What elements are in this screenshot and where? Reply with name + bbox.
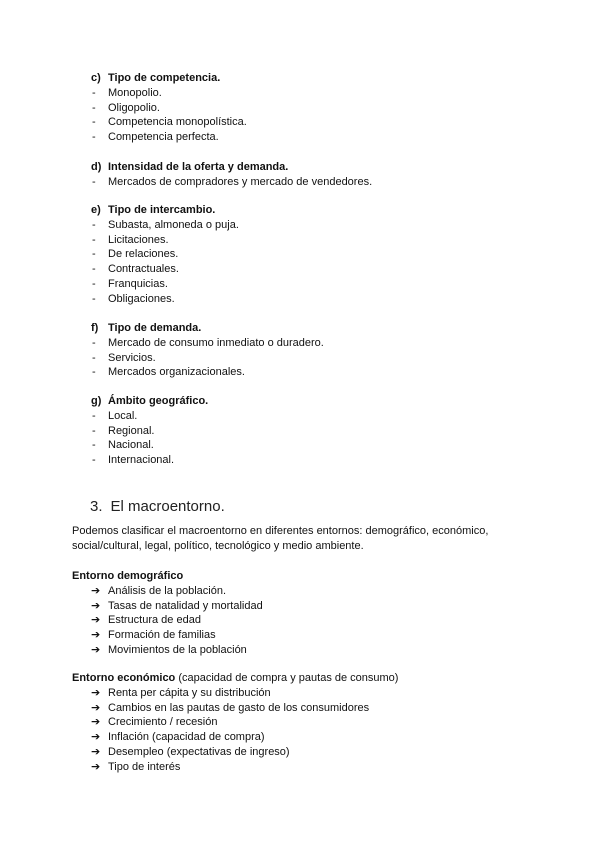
intro-paragraph: Podemos clasificar el macroentorno en diferentes entornos: demográfico, económico, social/cultural, legal, político, tecnológico y medio ambiente. xyxy=(72,525,489,552)
section-letter: d) xyxy=(91,161,102,173)
list-item: - Monopolio. xyxy=(92,86,162,99)
list-item: ➔ Tasas de natalidad y mortalidad xyxy=(91,599,263,612)
list-item: ➔ Estructura de edad xyxy=(91,614,201,627)
list-item: - Mercado de consumo inmediato o duradero. xyxy=(92,336,324,349)
entorno-note: (capacidad de compra y pautas de consumo) xyxy=(175,672,399,684)
dash-bullet: - xyxy=(92,409,96,422)
arrow-icon: ➔ xyxy=(91,716,101,729)
list-item: ➔ Tipo de interés xyxy=(91,760,181,773)
list-item: - Oligopolio. xyxy=(92,101,160,114)
list-item: - Subasta, almoneda o puja. xyxy=(92,218,239,231)
dash-bullet: - xyxy=(92,424,96,437)
dash-bullet: - xyxy=(92,277,96,290)
arrow-icon: ➔ xyxy=(91,629,101,642)
list-item: - Licitaciones. xyxy=(92,233,169,246)
arrow-icon: ➔ xyxy=(91,760,101,773)
section-letter: c) xyxy=(91,72,101,84)
dash-bullet: - xyxy=(92,101,96,114)
list-item: - Competencia perfecta. xyxy=(92,131,219,144)
arrow-icon: ➔ xyxy=(91,731,101,744)
entorno-title: Entorno económico (capacidad de compra y pautas de consumo) xyxy=(72,672,399,684)
arrow-icon: ➔ xyxy=(91,745,101,758)
entorno-economico xyxy=(0,671,600,775)
section-heading xyxy=(90,498,225,515)
dash-bullet: - xyxy=(92,351,96,364)
section-title: Ámbito geográfico. xyxy=(108,395,209,407)
arrow-icon: ➔ xyxy=(91,643,101,656)
dash-bullet: - xyxy=(92,336,96,349)
dash-bullet: - xyxy=(92,366,96,379)
list-item: - Mercados organizacionales. xyxy=(92,366,245,379)
list-item: - Mercados de compradores y mercado de vendedores. xyxy=(92,175,373,188)
section-title: Tipo de demanda. xyxy=(108,322,202,334)
section-title: Tipo de intercambio. xyxy=(108,204,216,216)
section-letter: e) xyxy=(91,204,101,216)
list-item: ➔ Crecimiento / recesión xyxy=(91,716,218,729)
dash-bullet: - xyxy=(92,116,96,129)
heading-text: El macroentorno. xyxy=(110,498,225,515)
list-item: ➔ Desempleo (expectativas de ingreso) xyxy=(91,745,290,758)
dash-bullet: - xyxy=(92,218,96,231)
dash-bullet: - xyxy=(92,439,96,452)
list-item: - Contractuales. xyxy=(92,263,179,276)
arrow-icon: ➔ xyxy=(91,614,101,627)
arrow-icon: ➔ xyxy=(91,686,101,699)
list-item: - Competencia monopolística. xyxy=(92,116,247,129)
list-item: ➔ Formación de familias xyxy=(91,629,216,642)
section-title: Tipo de competencia. xyxy=(108,72,221,84)
section-d xyxy=(0,160,600,190)
section-e xyxy=(0,203,600,307)
list-item: - De relaciones. xyxy=(92,248,179,261)
arrow-icon: ➔ xyxy=(91,584,101,597)
list-item: - Regional. xyxy=(92,424,155,437)
list-item: - Servicios. xyxy=(92,351,156,364)
dash-bullet: - xyxy=(92,263,96,276)
dash-bullet: - xyxy=(92,131,96,144)
list-item: ➔ Renta per cápita y su distribución xyxy=(91,686,271,699)
heading-number: 3. xyxy=(90,498,103,515)
list-item: ➔ Cambios en las pautas de gasto de los consumidores xyxy=(91,701,370,714)
section-letter: g) xyxy=(91,395,102,407)
list-item: - Obligaciones. xyxy=(92,292,175,305)
list-item: - Franquicias. xyxy=(92,277,168,290)
list-item: - Local. xyxy=(92,409,138,422)
list-item: ➔ Análisis de la población. xyxy=(91,584,227,597)
list-item: ➔ Movimientos de la población xyxy=(91,643,247,656)
entorno-demografico xyxy=(0,569,600,658)
arrow-icon: ➔ xyxy=(91,701,101,714)
list-item: ➔ Inflación (capacidad de compra) xyxy=(91,731,265,744)
section-g xyxy=(0,394,600,468)
dash-bullet: - xyxy=(92,292,96,305)
dash-bullet: - xyxy=(92,175,96,188)
arrow-icon: ➔ xyxy=(91,599,101,612)
section-c xyxy=(0,71,600,145)
section-title: Intensidad de la oferta y demanda. xyxy=(108,161,289,173)
dash-bullet: - xyxy=(92,86,96,99)
section-letter: f) xyxy=(91,322,99,334)
dash-bullet: - xyxy=(92,233,96,246)
list-item: - Internacional. xyxy=(92,454,175,467)
dash-bullet: - xyxy=(92,454,96,467)
dash-bullet: - xyxy=(92,248,96,261)
list-item: - Nacional. xyxy=(92,439,154,452)
entorno-title: Entorno demográfico xyxy=(72,570,184,582)
section-f xyxy=(0,321,600,380)
